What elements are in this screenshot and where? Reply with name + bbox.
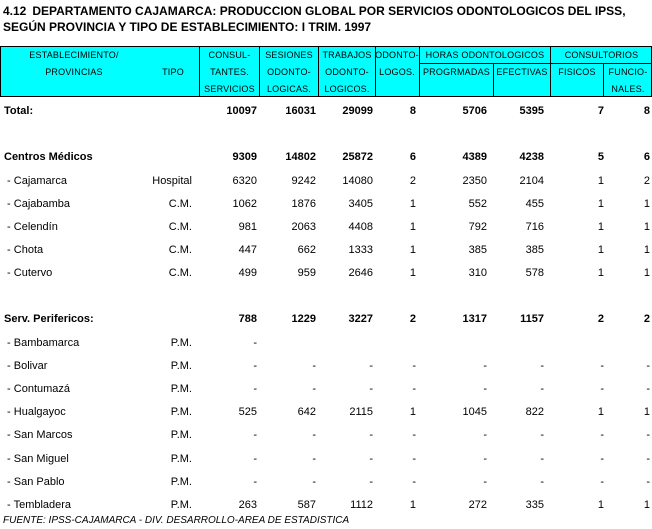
row-value: 272 (468, 499, 487, 511)
row-label: Centros Médicos (4, 151, 93, 163)
row-label: Serv. Perifericos: (4, 313, 94, 325)
row-value: - (312, 476, 316, 488)
row-value: 587 (297, 499, 316, 511)
row-tipo: P.M. (170, 337, 192, 349)
table-row (0, 195, 652, 213)
row-value: 1 (409, 198, 416, 210)
row-value: 2 (597, 313, 604, 325)
row-value: 2 (409, 313, 416, 325)
row-value: - (483, 360, 487, 372)
row-value: - (253, 476, 257, 488)
row-value: 2104 (519, 175, 544, 187)
row-value: 447 (238, 244, 257, 256)
row-value: - (600, 429, 604, 441)
row-value: 1 (409, 221, 416, 233)
row-value: - (600, 383, 604, 395)
row-value: 5706 (462, 105, 487, 117)
row-value: - (369, 429, 373, 441)
header-sesiones: SESIONES ODONTO- LOGICAS. (265, 50, 313, 94)
row-value: 716 (525, 221, 544, 233)
header-trabajos: TRABAJOS ODONTO- LOGICOS. (322, 50, 372, 94)
row-tipo: Hospital (152, 175, 192, 187)
header-funcionales: FUNCIO- NALES. (608, 67, 648, 94)
row-value: 29099 (342, 105, 373, 117)
row-label: - Cajamarca (4, 175, 67, 187)
row-value: - (600, 453, 604, 465)
row-value: 9242 (291, 175, 316, 187)
row-value: 335 (525, 499, 544, 511)
row-value: 2063 (291, 221, 316, 233)
table-row (0, 218, 652, 236)
column-divider (375, 46, 376, 96)
header-top-border (0, 46, 652, 47)
table-row (0, 357, 652, 375)
row-value: 2 (643, 313, 650, 325)
row-value: - (540, 383, 544, 395)
header-consultorios-group: CONSULTORIOS (564, 50, 639, 60)
row-value: - (483, 429, 487, 441)
row-label: - Hualgayoc (4, 406, 66, 418)
row-value: 1 (643, 267, 650, 279)
table-title (3, 3, 626, 35)
row-value: 525 (238, 406, 257, 418)
row-value: - (312, 383, 316, 395)
row-value: 662 (297, 244, 316, 256)
row-label: Total: (4, 105, 34, 117)
header-efectivas: EFECTIVAS (496, 67, 548, 77)
row-value: - (412, 476, 416, 488)
row-value: 1062 (232, 198, 257, 210)
table-row (0, 403, 652, 421)
header-group-divider (420, 63, 652, 64)
column-divider (259, 46, 260, 96)
row-value: - (253, 360, 257, 372)
row-value: 2 (409, 175, 416, 187)
row-value: - (312, 360, 316, 372)
row-value: 1112 (350, 499, 373, 511)
row-value: - (253, 429, 257, 441)
row-label: - San Pablo (4, 476, 65, 488)
row-value: - (369, 360, 373, 372)
header-consultantes: CONSUL- TANTES. SERVICIOS (204, 50, 255, 94)
row-value: 1 (597, 406, 604, 418)
row-value: 2 (643, 175, 650, 187)
row-value: - (646, 360, 650, 372)
column-divider (493, 63, 494, 96)
row-tipo: C.M. (168, 244, 192, 256)
row-value: 4238 (519, 151, 544, 163)
row-value: - (646, 383, 650, 395)
row-label: - San Marcos (4, 429, 73, 441)
row-label: - Chota (4, 244, 44, 256)
table-row (0, 102, 652, 120)
row-value: - (253, 337, 257, 349)
row-value: - (483, 453, 487, 465)
row-value: 1 (409, 267, 416, 279)
row-value: 1 (597, 499, 604, 511)
title-line-2: SEGÚN PROVINCIA Y TIPO DE ESTABLECIMIENTO: I TRIM. 1997 (3, 20, 372, 34)
row-value: 14802 (285, 151, 316, 163)
header-bottom-border (0, 96, 652, 97)
row-value: - (369, 383, 373, 395)
row-value: 4389 (462, 151, 487, 163)
row-tipo: P.M. (170, 453, 192, 465)
row-value: 959 (297, 267, 316, 279)
row-value: 5 (597, 151, 604, 163)
row-value: - (253, 453, 257, 465)
table-number: 4.12 (3, 4, 27, 18)
row-label: - Contumazá (4, 383, 71, 395)
header-tipo: TIPO (162, 67, 184, 77)
row-tipo: P.M. (170, 360, 192, 372)
row-value: - (540, 429, 544, 441)
row-value: - (483, 476, 487, 488)
row-value: 2350 (462, 175, 487, 187)
row-label: - Bolivar (4, 360, 48, 372)
row-value: 1 (597, 175, 604, 187)
row-tipo: P.M. (170, 406, 192, 418)
row-value: 385 (468, 244, 487, 256)
row-value: - (600, 476, 604, 488)
row-tipo: C.M. (168, 267, 192, 279)
row-value: - (412, 453, 416, 465)
row-value: 6 (643, 151, 650, 163)
row-value: 310 (468, 267, 487, 279)
row-value: - (369, 453, 373, 465)
row-tipo: P.M. (170, 429, 192, 441)
table-row (0, 334, 652, 352)
header-establecimiento: ESTABLECIMIENTO/ PROVINCIAS (29, 50, 119, 77)
row-value: 385 (525, 244, 544, 256)
row-tipo: P.M. (170, 499, 192, 511)
row-value: 1317 (462, 313, 487, 325)
header-fisicos: FISICOS (558, 67, 596, 77)
row-value: 2115 (349, 406, 373, 418)
row-value: 3227 (348, 313, 373, 325)
row-value: - (253, 383, 257, 395)
row-value: 1 (643, 406, 650, 418)
row-value: - (312, 453, 316, 465)
row-value: 1 (643, 221, 650, 233)
row-value: 578 (525, 267, 544, 279)
row-value: - (540, 453, 544, 465)
table-row (0, 264, 652, 282)
row-tipo: P.M. (170, 383, 192, 395)
row-tipo: P.M. (170, 476, 192, 488)
row-label: - Tembladera (4, 499, 72, 511)
header-horas-group: HORAS ODONTOLOGICOS (425, 50, 545, 60)
row-value: 6320 (232, 175, 257, 187)
row-value: - (646, 476, 650, 488)
row-label: - Cajabamba (4, 198, 71, 210)
row-tipo: C.M. (168, 221, 192, 233)
row-value: 3405 (348, 198, 373, 210)
column-divider (199, 46, 200, 96)
row-value: 1 (643, 499, 650, 511)
row-value: 822 (525, 406, 544, 418)
row-value: 4408 (348, 221, 373, 233)
table-row (0, 426, 652, 444)
row-value: 1 (409, 406, 416, 418)
table-row (0, 148, 652, 166)
row-value: 499 (238, 267, 257, 279)
table-row (0, 450, 652, 468)
row-value: 16031 (285, 105, 316, 117)
row-value: 1333 (348, 244, 373, 256)
row-value: - (600, 360, 604, 372)
row-value: 1 (597, 244, 604, 256)
row-value: 7 (597, 105, 604, 117)
table-row (0, 172, 652, 190)
row-value: - (646, 453, 650, 465)
column-divider (0, 46, 1, 96)
row-value: 10097 (226, 105, 257, 117)
source-footnote: FUENTE: IPSS-CAJAMARCA - DIV. DESARROLLO-AREA DE ESTADISTICA (3, 515, 350, 526)
row-value: 1 (643, 244, 650, 256)
row-value: 642 (297, 406, 316, 418)
row-value: 788 (238, 313, 257, 325)
table-row (0, 241, 652, 259)
row-value: - (540, 476, 544, 488)
row-label: - San Miguel (4, 453, 69, 465)
row-label: - Celendín (4, 221, 58, 233)
row-value: 1 (643, 198, 650, 210)
row-value: 1229 (291, 313, 316, 325)
row-value: 2646 (348, 267, 373, 279)
row-value: - (369, 476, 373, 488)
row-value: 1 (597, 221, 604, 233)
title-line-1: DEPARTAMENTO CAJAMARCA: PRODUCCION GLOBAL POR SERVICIOS ODONTOLOGICOS DEL IPSS, (32, 4, 626, 18)
row-value: 263 (238, 499, 257, 511)
row-value: - (483, 383, 487, 395)
row-label: - Bambamarca (4, 337, 80, 349)
column-divider (419, 46, 420, 96)
column-divider (550, 46, 551, 96)
row-value: 981 (238, 221, 257, 233)
header-programadas: PROGRMADAS (422, 67, 490, 77)
row-value: 1 (409, 244, 416, 256)
header-odontologos: ODONTO- LOGOS. (375, 50, 419, 77)
table-row (0, 496, 652, 514)
row-label: - Cutervo (4, 267, 53, 279)
row-value: 1 (409, 499, 416, 511)
row-value: 6 (409, 151, 416, 163)
column-divider (318, 46, 319, 96)
row-value: 552 (468, 198, 487, 210)
row-value: 5395 (519, 105, 544, 117)
row-value: - (412, 360, 416, 372)
row-value: - (540, 360, 544, 372)
table-row (0, 473, 652, 491)
row-value: 9309 (232, 151, 257, 163)
row-value: 792 (468, 221, 487, 233)
row-value: - (412, 383, 416, 395)
row-value: 1157 (520, 313, 544, 325)
row-value: - (312, 429, 316, 441)
row-value: 1 (597, 267, 604, 279)
row-value: 8 (643, 105, 650, 117)
row-value: - (646, 429, 650, 441)
table-row (0, 380, 652, 398)
row-value: 1045 (462, 406, 487, 418)
table-row (0, 310, 652, 328)
row-value: 1 (597, 198, 604, 210)
row-value: 8 (409, 105, 416, 117)
row-value: - (412, 429, 416, 441)
row-value: 455 (525, 198, 544, 210)
row-value: 1876 (291, 198, 316, 210)
row-value: 25872 (342, 151, 373, 163)
column-divider (603, 63, 604, 96)
row-tipo: C.M. (168, 198, 192, 210)
row-value: 14080 (342, 175, 373, 187)
